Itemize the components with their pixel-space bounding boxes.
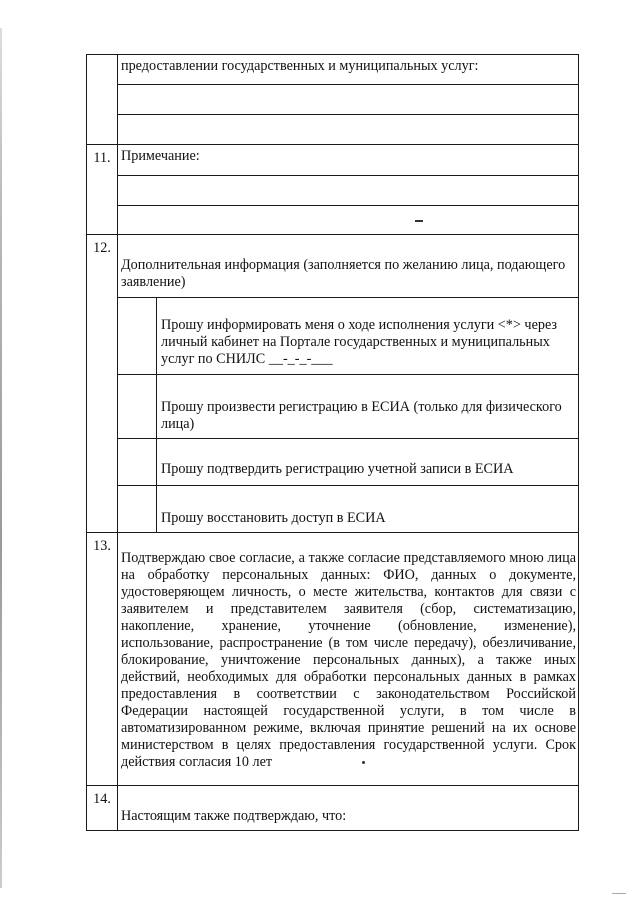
scan-mark <box>415 220 423 222</box>
row-13-consent-text <box>118 533 579 786</box>
row-12-number: 12. <box>87 235 118 533</box>
row-10-number-cell <box>87 55 118 145</box>
page-edge-mark <box>612 893 626 894</box>
row-12 <box>87 235 579 298</box>
option-4-label: Прошу восстановить доступ в ЕСИА <box>157 486 579 533</box>
option-3-checkbox[interactable] <box>118 439 157 486</box>
page-edge <box>0 28 2 888</box>
row-10-blank-line-1[interactable] <box>118 85 579 115</box>
row-14 <box>87 786 579 831</box>
row-13 <box>87 533 579 786</box>
option-2-label: Прошу произвести регистрацию в ЕСИА (только для физического лица) <box>157 375 579 439</box>
row-10-text: предоставлении государственных и муниципальных услуг: <box>118 55 579 85</box>
row-13-number: 13. <box>87 533 118 786</box>
application-form-table <box>86 54 579 831</box>
scan-dot <box>362 761 365 764</box>
row-11-number: 11. <box>87 145 118 235</box>
row-14-number: 14. <box>87 786 118 831</box>
option-3-label: Прошу подтвердить регистрацию учетной записи в ЕСИА <box>157 439 579 486</box>
consent-text: Подтверждаю свое согласие, а также согласие представляемого мною лица на обработку персональных данных: ФИО, данных о документе, удостоверяющем личность, о месте жительства, контактов для связи с заявителем и представителем заявителя (сбор, систематизацию, накопление, хранение, уточнение (обновление, изменение), использование, распространение (в том числе передачу), обезличивание, блокирование, уничтожение персональных данных), а также иных действий, необходимых для обработки персональных данных в рамках предоставления в соответствии с законодательством Российской Федерации настоящей государственной услуги, в том числе в автоматизированном режиме, включая принятие решений на их основе министерством в целях предоставления государственной услуги. Срок действия согласия 10 лет <box>121 550 576 770</box>
row-10-blank-line-2[interactable] <box>118 115 579 145</box>
row-12-text: Дополнительная информация (заполняется по желанию лица, подающего заявление) <box>118 235 579 298</box>
row-11-blank-line-2[interactable] <box>118 206 579 235</box>
row-10 <box>87 55 579 85</box>
option-1-checkbox[interactable] <box>118 298 157 375</box>
option-4-checkbox[interactable] <box>118 486 157 533</box>
row-11-blank-line-1[interactable] <box>118 176 579 206</box>
option-1-label: Прошу информировать меня о ходе исполнения услуги <*> через личный кабинет на Портале государственных и муниципальных услуг по СНИЛС __-_-_-___ <box>157 298 579 375</box>
row-11 <box>87 145 579 176</box>
option-2-checkbox[interactable] <box>118 375 157 439</box>
row-11-text: Примечание: <box>118 145 579 176</box>
row-12-options <box>118 298 579 533</box>
row-14-text: Настоящим также подтверждаю, что: <box>118 786 579 831</box>
